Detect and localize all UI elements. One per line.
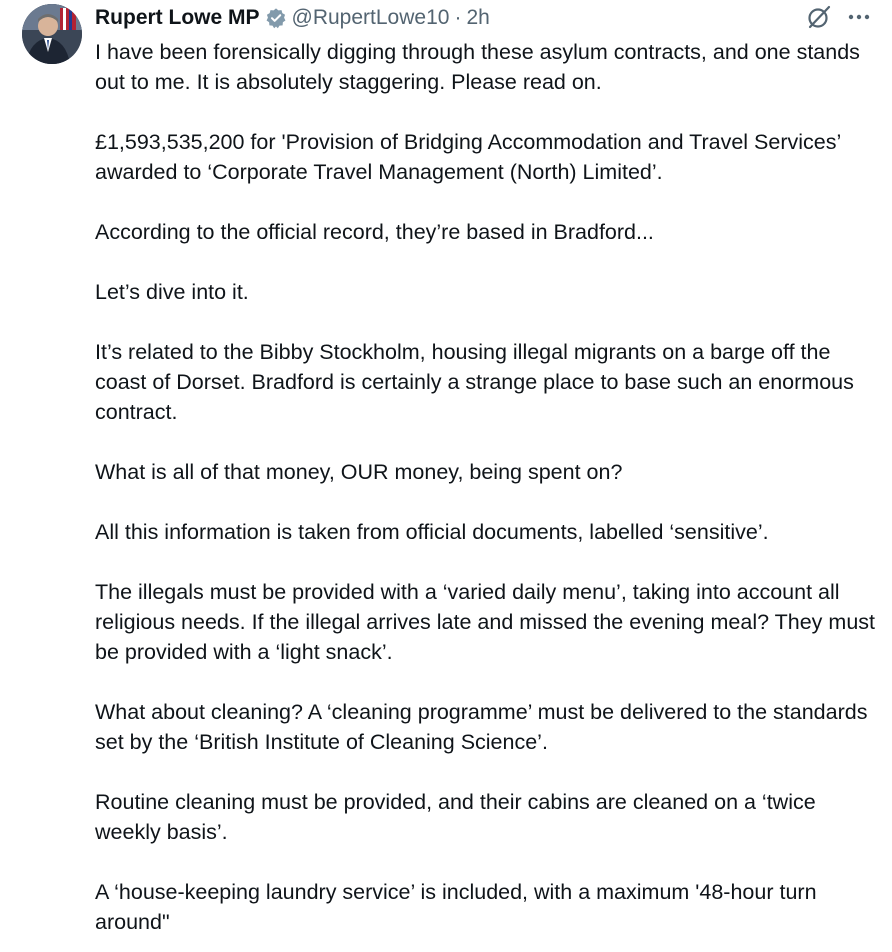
avatar-photo	[22, 4, 82, 64]
tweet-header	[95, 2, 490, 34]
grok-icon[interactable]	[806, 4, 832, 30]
tweet-paragraph: It’s related to the Bibby Stockholm, housing illegal migrants on a barge off the coast of Dorset. Bradford is certainly a strange place to base such an enormous contract.	[95, 340, 854, 424]
tweet-paragraph: A ‘house-keeping laundry service’ is included, with a maximum '48-hour turn around"	[95, 880, 817, 934]
tweet-paragraph: Routine cleaning must be provided, and their cabins are cleaned on a ‘twice weekly basis’.	[95, 790, 816, 844]
tweet-paragraph: According to the official record, they’re based in Bradford...	[95, 220, 654, 244]
tweet-paragraph: £1,593,535,200 for 'Provision of Bridging Accommodation and Travel Services’ awarded to ‘Corporate Travel Management (North) Limited’.	[95, 130, 841, 184]
post-timestamp[interactable]: 2h	[466, 6, 490, 29]
header-actions	[806, 4, 872, 30]
header-separator: ·	[454, 6, 462, 29]
verified-badge-icon[interactable]	[265, 7, 287, 29]
tweet-paragraph: Let’s dive into it.	[95, 280, 249, 304]
tweet-paragraph: What about cleaning? A ‘cleaning programme’ must be delivered to the standards set by the ‘British Institute of Cleaning Science’.	[95, 700, 868, 754]
tweet-text	[95, 37, 880, 952]
author-handle[interactable]: @RupertLowe10	[291, 6, 450, 29]
tweet-paragraph: I have been forensically digging through these asylum contracts, and one stands out to me. It is absolutely staggering. Please read on.	[95, 40, 860, 94]
more-icon[interactable]	[846, 4, 872, 30]
tweet-paragraph: The illegals must be provided with a ‘varied daily menu’, taking into account all religious needs. If the illegal arrives late and missed the evening meal? They must be provided with a ‘light snack’.	[95, 580, 875, 664]
author-display-name[interactable]: Rupert Lowe MP	[95, 6, 260, 29]
tweet-paragraph: What is all of that money, OUR money, being spent on?	[95, 460, 623, 484]
avatar[interactable]	[22, 4, 82, 64]
tweet-paragraph: All this information is taken from official documents, labelled ‘sensitive’.	[95, 520, 769, 544]
